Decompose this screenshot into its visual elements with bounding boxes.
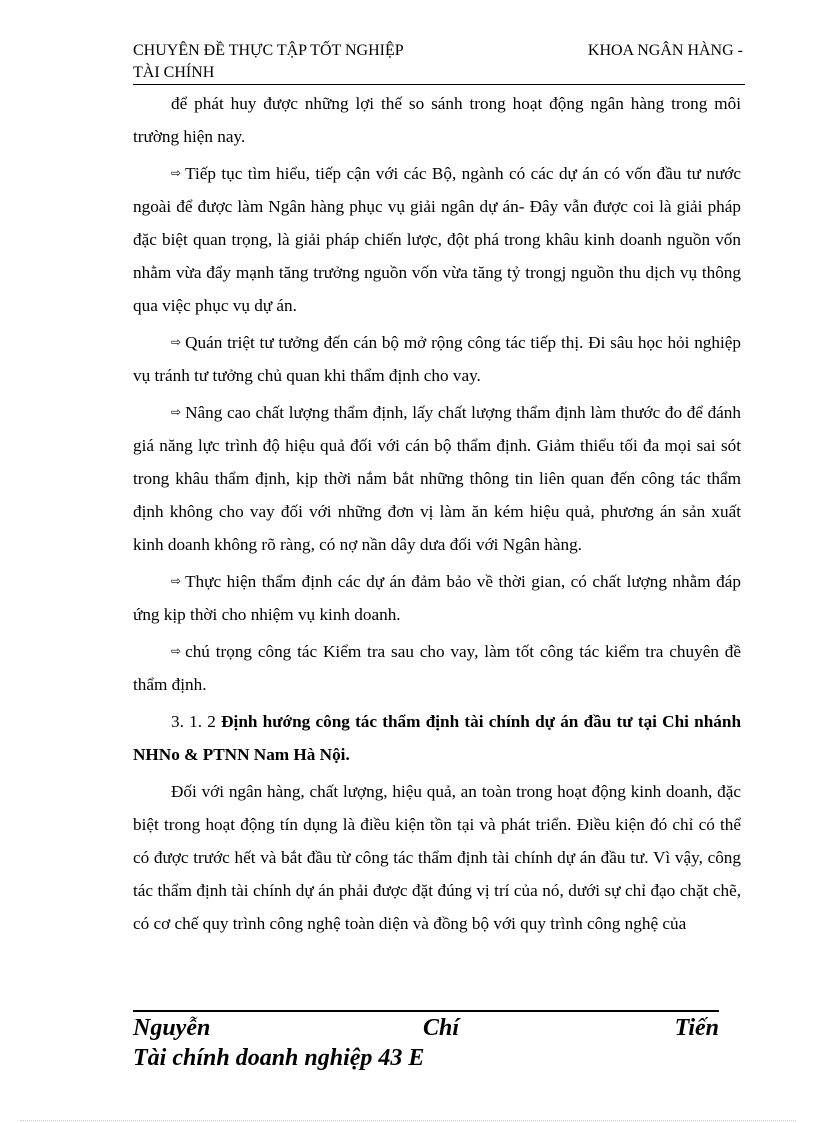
header-continuation: TÀI CHÍNH (133, 64, 215, 81)
paragraph-2-text: Tiếp tục tìm hiểu, tiếp cận với các Bộ, ngành có các dự án có vốn đầu tư nước ngoài để được làm Ngân hàng phục vụ giải ngân dự án- Đây vẫn được coi là giải pháp đặc biệt quan trọng, là giải pháp chiến lược, đột phá trong khâu kinh doanh nguồn vốn nhằm vừa đẩy mạnh tăng trưởng nguồn vốn vừa tăng tỷ trongj nguồn thu dịch vụ thông qua việc phục vụ dự án. (133, 164, 741, 315)
bullet-paragraph-4 (133, 396, 741, 561)
bullet-paragraph-3 (133, 326, 741, 392)
bullet-paragraph-6 (133, 635, 741, 701)
bullet-paragraph-5 (133, 565, 741, 631)
footer-author-row (133, 1014, 719, 1044)
page-edge-line (20, 1120, 796, 1121)
section-title: Định hướng công tác thẩm định tài chính dự án đầu tư tại Chi nhánh NHNo & PTNN Nam Hà Nội. (133, 712, 742, 764)
page-footer (133, 1014, 719, 1071)
paragraph-7-text: Đối với ngân hàng, chất lượng, hiệu quả, an toàn trong hoạt động kinh doanh, đặc biệt trong hoạt động tín dụng là điều kiện tồn tại và phát triển. Điều kiện đó chỉ có thể có được trước hết và bắt đầu từ công tác thẩm định tài chính dự án đầu tư. Vì vậy, công tác thẩm định tài chính dự án phải được đặt đúng vị trí của nó, dưới sự chỉ đạo chặt chẽ, có cơ chế quy trình công nghệ toàn diện và đồng bộ với quy trình công nghệ của (133, 782, 741, 933)
section-number: 3. 1. 2 (171, 712, 216, 731)
arrow-icon: ⇨ (171, 644, 182, 658)
author-first-name: Nguyễn (133, 1015, 211, 1041)
arrow-icon: ⇨ (171, 166, 182, 180)
author-middle-name: Chí (423, 1015, 460, 1041)
paragraph-3-text: Quán triệt tư tưởng đến cán bộ mở rộng công tác tiếp thị. Đi sâu học hỏi nghiệp vụ tránh tư tưởng chủ quan khi thẩm định cho vay. (133, 333, 741, 385)
header-divider (133, 84, 745, 85)
header-left-title: CHUYÊN ĐỀ THỰC TẬP TỐT NGHIỆP (133, 42, 404, 59)
author-last-name: Tiến (674, 1015, 719, 1041)
paragraph-1 (133, 87, 741, 153)
paragraph-5-text: Thực hiện thẩm định các dự án đảm bảo về thời gian, có chất lượng nhằm đáp ứng kịp thời cho nhiệm vụ kinh doanh. (133, 572, 741, 624)
footer-divider (133, 1010, 719, 1012)
header-right-title: KHOA NGÂN HÀNG - (587, 42, 743, 59)
arrow-icon: ⇨ (171, 574, 182, 588)
bullet-paragraph-2 (133, 157, 741, 322)
page-header (133, 40, 743, 84)
section-heading (133, 705, 741, 771)
document-body (133, 87, 741, 944)
author-class: Tài chính doanh nghiệp 43 E (133, 1045, 425, 1071)
arrow-icon: ⇨ (171, 405, 182, 419)
paragraph-6-text: chú trọng công tác Kiểm tra sau cho vay, làm tốt công tác kiểm tra chuyên đề thẩm định. (133, 642, 741, 694)
paragraph-4-text: Nâng cao chất lượng thẩm định, lấy chất lượng thẩm định làm thước đo để đánh giá năng lực trình độ hiệu quả đối với cán bộ thẩm định. Giảm thiểu tối đa mọi sai sót trong khâu thẩm định, kịp thời nắm bắt những thông tin liên quan đến công tác thẩm định không cho vay đối với những đơn vị làm ăn kém hiệu quả, phương án sản xuất kinh doanh không rõ ràng, có nợ nần dây dưa đối với Ngân hàng. (133, 403, 741, 554)
paragraph-1-text: để phát huy được những lợi thế so sánh trong hoạt động ngân hàng trong môi trường hiện nay. (133, 94, 741, 146)
paragraph-7 (133, 775, 741, 940)
arrow-icon: ⇨ (171, 335, 182, 349)
